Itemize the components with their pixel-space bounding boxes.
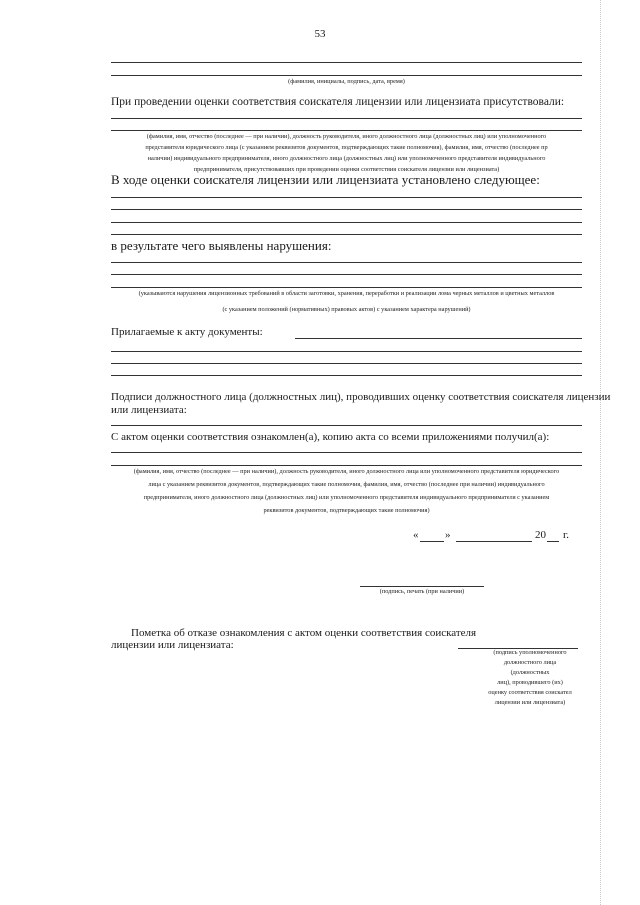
signature-caption: (подпись, печать (при наличии) bbox=[379, 588, 465, 595]
date-close-quote: » bbox=[445, 529, 451, 541]
date-open-quote: « bbox=[413, 529, 419, 541]
blank-line bbox=[295, 338, 582, 339]
refusal-label: Пометка об отказе ознакомления с актом оценки соответствия соискателя bbox=[131, 627, 477, 639]
caption-line: (с указанием положений (нормативных) правовых актов) с указанием характера нарушений) bbox=[222, 306, 471, 313]
caption-line: (указываются нарушения лицензионных требований в области заготовки, хранения, переработки и реализации лома черных металлов и цветных металлов bbox=[138, 290, 555, 297]
blank-line bbox=[111, 62, 582, 63]
blank-line bbox=[111, 363, 582, 364]
blank-line bbox=[111, 118, 582, 119]
caption-line: реквизитов документов, подтверждающих такие полномочия) bbox=[263, 507, 430, 514]
acquainted-caption bbox=[111, 466, 582, 516]
caption-line: (должностных bbox=[510, 669, 550, 676]
header-caption: (фамилия, инициалы, подпись, дата, время) bbox=[288, 78, 405, 85]
caption-line: (фамилия, имя, отчество (последнее — при наличии), должность руководителя, иного должностного лица или уполномоченного представителя юридического bbox=[133, 468, 560, 475]
caption-line: предпринимателя, присутствовавших при проведении оценки соответствия соискателя лицензии или лицензиата) bbox=[193, 166, 500, 173]
caption-line: наличии) индивидуального предпринимателя, иного должностного лица (должностных лиц) или уполномоченного представителя индивидуального bbox=[147, 155, 546, 162]
date-year-suffix: г. bbox=[563, 529, 570, 541]
page-number: 53 bbox=[314, 28, 326, 40]
blank-line bbox=[111, 425, 582, 426]
date-month-blank bbox=[456, 541, 532, 542]
date-year-prefix: 20 bbox=[535, 529, 546, 541]
caption-line: предпринимателя, иного должностного лица (должностных лиц) или уполномоченного представителя индивидуального предпринимателя с указанием bbox=[143, 494, 550, 501]
blank-line bbox=[111, 375, 582, 376]
acquainted-label: С актом оценки соответствия ознакомлен(а), копию акта со всеми приложениями получил(а): bbox=[111, 431, 550, 443]
signatures-label: Подписи должностного лица (должностных лиц), проводивших оценку соответствия соискателя лицензии bbox=[111, 391, 611, 403]
refusal-label-cont: лицензии или лицензиата: bbox=[111, 639, 234, 651]
violations-label: в результате чего выявлены нарушения: bbox=[111, 238, 332, 253]
blank-line bbox=[111, 452, 582, 453]
blank-line bbox=[111, 262, 582, 263]
violations-caption bbox=[111, 288, 582, 315]
date-day-blank bbox=[420, 541, 444, 542]
caption-line: лицензии или лицензиата) bbox=[494, 699, 566, 706]
present-caption bbox=[111, 131, 582, 175]
caption-line: (фамилия, имя, отчество (последнее — при наличии), должность руководителя, иного должностного лица (должностных лиц) или уполномоченного bbox=[146, 133, 547, 140]
date-year-blank bbox=[547, 541, 559, 542]
signatures-label-cont: или лицензиата: bbox=[111, 404, 187, 416]
page-edge-divider bbox=[600, 0, 601, 905]
blank-line bbox=[111, 222, 582, 223]
caption-line: должностного лица bbox=[503, 659, 557, 666]
caption-line: представителя юридического лица (с указанием реквизитов документов, подтверждающих такие полномочия), фамилия, имя, отчество (последнее пр bbox=[145, 144, 548, 151]
blank-line bbox=[111, 274, 582, 275]
attached-label: Прилагаемые к акту документы: bbox=[111, 326, 263, 338]
blank-line bbox=[111, 351, 582, 352]
caption-line: лица с указанием реквизитов документов, подтверждающих такие полномочия, фамилия, имя, отчество (последнее при наличии) индивидуального bbox=[148, 481, 545, 488]
caption-line: оценку соответствия соискател bbox=[488, 689, 572, 696]
blank-line bbox=[111, 197, 582, 198]
established-label: В ходе оценки соискателя лицензии или лицензиата установлено следующее: bbox=[111, 172, 540, 187]
blank-line bbox=[111, 209, 582, 210]
caption-line: лиц), проводившего (их) bbox=[497, 679, 563, 686]
present-label: При проведении оценки соответствия соискателя лицензии или лицензиата присутствовали: bbox=[111, 96, 565, 108]
refusal-caption bbox=[470, 648, 590, 708]
blank-line bbox=[111, 234, 582, 235]
caption-line: (подпись уполномоченного bbox=[493, 649, 567, 656]
